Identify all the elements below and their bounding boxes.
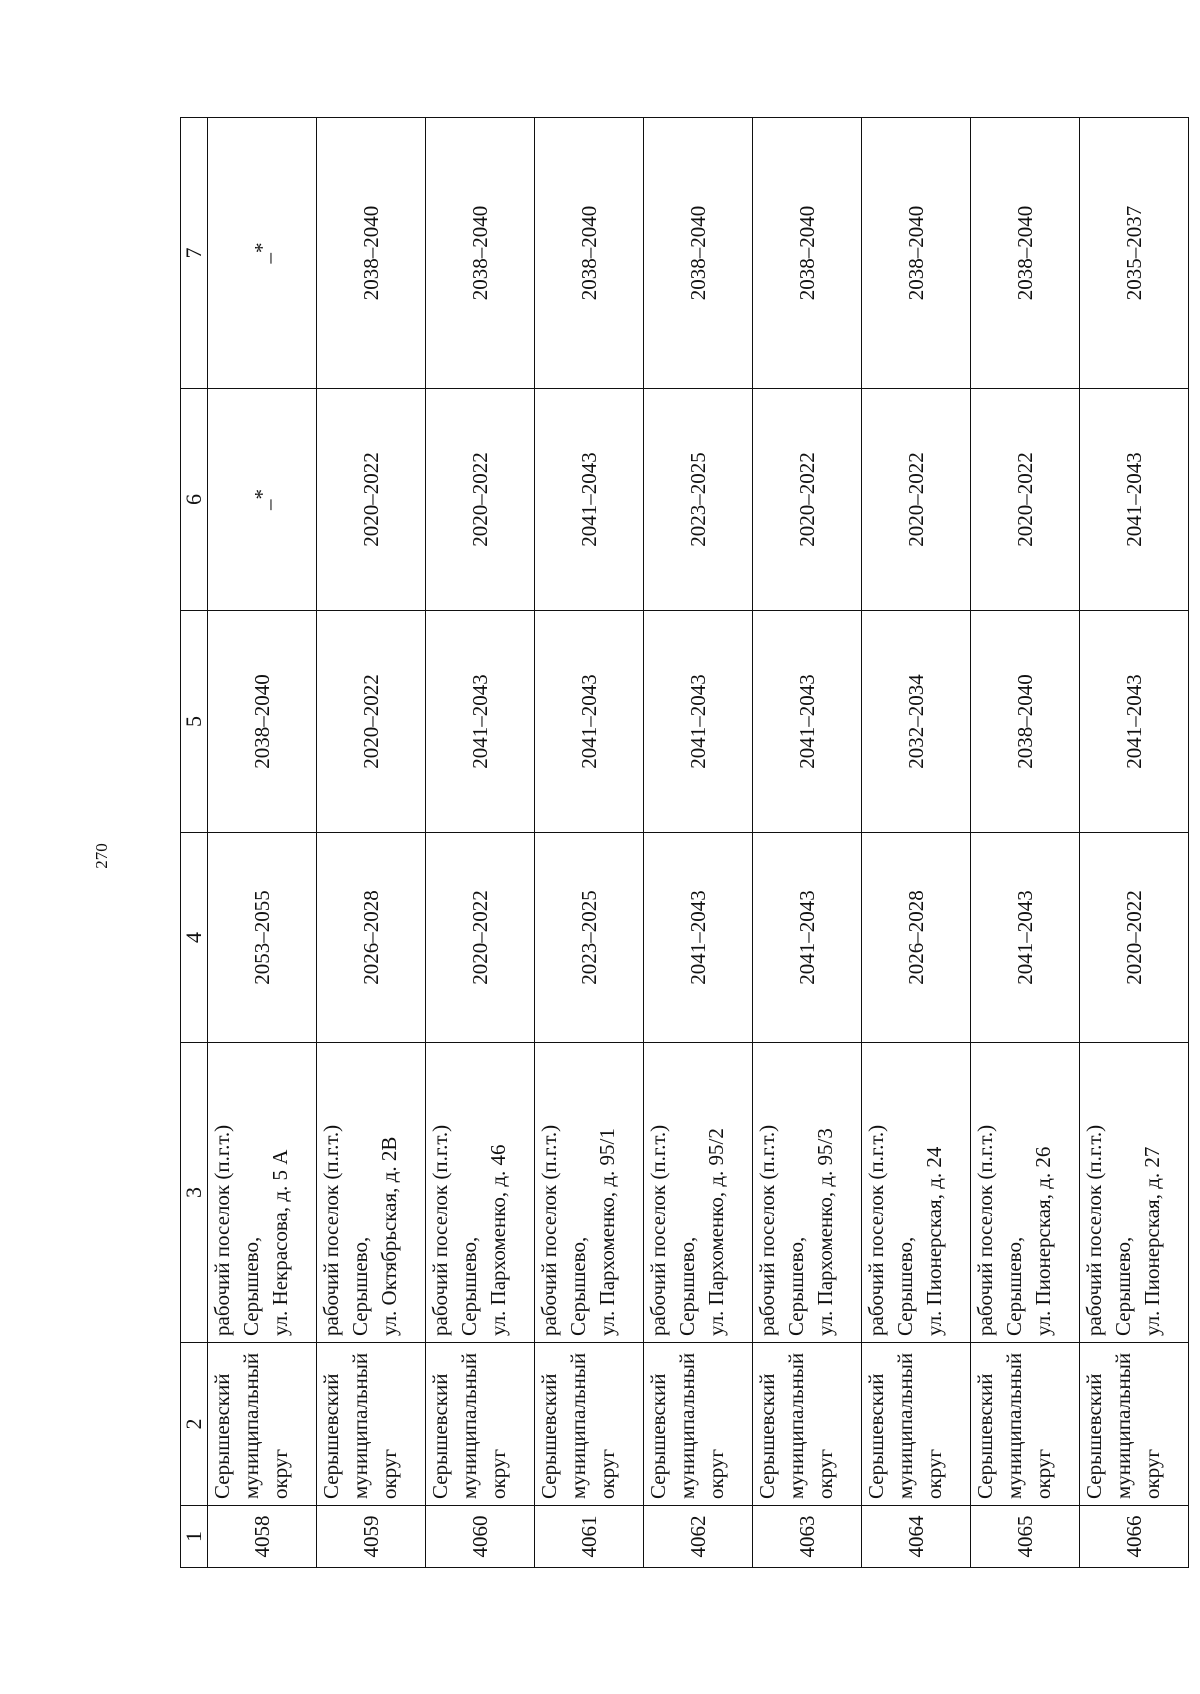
district-cell <box>753 1343 862 1506</box>
period-cell-c5: 2041–2043 <box>644 611 753 833</box>
column-header: 1 <box>181 1506 208 1568</box>
table-row <box>862 118 971 1568</box>
district-line: Серышевский <box>646 1373 670 1499</box>
address-line: ул. Пионерская, д. 26 <box>1031 1146 1055 1336</box>
table-row <box>208 118 317 1568</box>
period-cell-c7: 2035–2037 <box>1080 118 1189 389</box>
table-row <box>1080 118 1189 1568</box>
column-header: 4 <box>181 833 208 1043</box>
address-cell <box>208 1043 317 1343</box>
column-header: 7 <box>181 118 208 389</box>
table-row <box>317 118 426 1568</box>
district-line: Серышевский <box>973 1373 997 1499</box>
address-line: Серышево, <box>893 1236 917 1336</box>
period-cell-c5: 2032–2034 <box>862 611 971 833</box>
district-line: Серышевский <box>319 1373 343 1499</box>
column-header: 3 <box>181 1043 208 1343</box>
period-cell-c5: 2041–2043 <box>1080 611 1189 833</box>
address-line: Серышево, <box>348 1236 372 1336</box>
address-line: Серышево, <box>675 1236 699 1336</box>
district-line: муниципальный <box>457 1352 481 1499</box>
district-line: округ <box>595 1448 619 1499</box>
address-cell <box>971 1043 1080 1343</box>
table-row <box>753 118 862 1568</box>
address-line: ул. Пионерская, д. 24 <box>922 1146 946 1336</box>
district-line: Серышевский <box>537 1373 561 1499</box>
row-number-cell: 4066 <box>1080 1506 1189 1568</box>
period-cell-c6: 2041–2043 <box>1080 389 1189 611</box>
period-cell-c4: 2026–2028 <box>317 833 426 1043</box>
district-line: муниципальный <box>1111 1352 1135 1499</box>
period-cell-c5: 2038–2040 <box>208 611 317 833</box>
district-cell <box>644 1343 753 1506</box>
row-number-cell: 4061 <box>535 1506 644 1568</box>
address-line: рабочий поселок (п.г.т.) <box>973 1124 997 1336</box>
period-cell-c7: 2038–2040 <box>971 118 1080 389</box>
row-number-cell: 4060 <box>426 1506 535 1568</box>
district-line: округ <box>486 1448 510 1499</box>
district-line: округ <box>1140 1448 1164 1499</box>
period-cell-c4: 2041–2043 <box>644 833 753 1043</box>
period-cell-c6: 2020–2022 <box>862 389 971 611</box>
row-number-cell: 4062 <box>644 1506 753 1568</box>
address-line: рабочий поселок (п.г.т.) <box>537 1124 561 1336</box>
district-line: Серышевский <box>428 1373 452 1499</box>
district-line: Серышевский <box>210 1373 234 1499</box>
period-cell-c6: _* <box>208 389 317 611</box>
column-number-row <box>181 118 208 1568</box>
table-row <box>644 118 753 1568</box>
period-cell-c6: 2023–2025 <box>644 389 753 611</box>
table-body <box>208 118 1189 1568</box>
period-cell-c7: 2038–2040 <box>317 118 426 389</box>
district-cell <box>317 1343 426 1506</box>
district-line: муниципальный <box>893 1352 917 1499</box>
row-number-cell: 4065 <box>971 1506 1080 1568</box>
address-cell <box>1080 1043 1189 1343</box>
period-cell-c5: 2038–2040 <box>971 611 1080 833</box>
district-cell <box>535 1343 644 1506</box>
address-cell <box>317 1043 426 1343</box>
address-line: рабочий поселок (п.г.т.) <box>864 1124 888 1336</box>
row-number-cell: 4058 <box>208 1506 317 1568</box>
district-line: Серышевский <box>864 1373 888 1499</box>
address-line: Серышево, <box>566 1236 590 1336</box>
period-cell-c6: 2041–2043 <box>535 389 644 611</box>
table-row <box>535 118 644 1568</box>
row-number-cell: 4063 <box>753 1506 862 1568</box>
period-cell-c5: 2041–2043 <box>753 611 862 833</box>
district-cell <box>208 1343 317 1506</box>
address-cell <box>862 1043 971 1343</box>
period-cell-c7: 2038–2040 <box>535 118 644 389</box>
district-line: округ <box>1031 1448 1055 1499</box>
period-cell-c5: 2041–2043 <box>535 611 644 833</box>
address-cell <box>535 1043 644 1343</box>
address-line: Серышево, <box>457 1236 481 1336</box>
column-header: 5 <box>181 611 208 833</box>
address-line: Серышево, <box>1111 1236 1135 1336</box>
row-number-cell: 4064 <box>862 1506 971 1568</box>
period-cell-c5: 2020–2022 <box>317 611 426 833</box>
housing-registry-table <box>180 117 1189 1568</box>
address-line: рабочий поселок (п.г.т.) <box>755 1124 779 1336</box>
table-row <box>426 118 535 1568</box>
address-line: рабочий поселок (п.г.т.) <box>210 1124 234 1336</box>
period-cell-c4: 2023–2025 <box>535 833 644 1043</box>
rotated-table-sheet <box>180 118 1189 1568</box>
period-cell-c7: 2038–2040 <box>644 118 753 389</box>
table-row <box>971 118 1080 1568</box>
period-cell-c7: _* <box>208 118 317 389</box>
period-cell-c4: 2041–2043 <box>971 833 1080 1043</box>
address-cell <box>426 1043 535 1343</box>
district-line: муниципальный <box>784 1352 808 1499</box>
period-cell-c4: 2020–2022 <box>426 833 535 1043</box>
district-cell <box>862 1343 971 1506</box>
district-cell <box>971 1343 1080 1506</box>
district-cell <box>1080 1343 1189 1506</box>
district-line: округ <box>377 1448 401 1499</box>
period-cell-c4: 2020–2022 <box>1080 833 1189 1043</box>
address-line: ул. Пархоменко, д. 95/2 <box>704 1128 728 1336</box>
district-line: Серышевский <box>1082 1373 1106 1499</box>
period-cell-c5: 2041–2043 <box>426 611 535 833</box>
district-line: округ <box>813 1448 837 1499</box>
district-line: муниципальный <box>1002 1352 1026 1499</box>
period-cell-c4: 2026–2028 <box>862 833 971 1043</box>
period-cell-c6: 2020–2022 <box>971 389 1080 611</box>
page-number: 270 <box>92 843 111 869</box>
district-line: муниципальный <box>348 1352 372 1499</box>
period-cell-c7: 2038–2040 <box>753 118 862 389</box>
period-cell-c6: 2020–2022 <box>753 389 862 611</box>
period-cell-c6: 2020–2022 <box>426 389 535 611</box>
district-cell <box>426 1343 535 1506</box>
district-line: муниципальный <box>566 1352 590 1499</box>
period-cell-c7: 2038–2040 <box>862 118 971 389</box>
period-cell-c6: 2020–2022 <box>317 389 426 611</box>
address-line: ул. Пархоменко, д. 46 <box>486 1144 510 1336</box>
address-line: рабочий поселок (п.г.т.) <box>646 1124 670 1336</box>
district-line: Серышевский <box>755 1373 779 1499</box>
address-line: рабочий поселок (п.г.т.) <box>319 1124 343 1336</box>
address-line: ул. Октябрьская, д. 2В <box>377 1136 401 1336</box>
address-line: Серышево, <box>1002 1236 1026 1336</box>
district-line: муниципальный <box>239 1352 263 1499</box>
address-line: Серышево, <box>784 1236 808 1336</box>
district-line: округ <box>268 1448 292 1499</box>
address-line: рабочий поселок (п.г.т.) <box>428 1124 452 1336</box>
address-line: ул. Пархоменко, д. 95/1 <box>595 1128 619 1336</box>
period-cell-c4: 2053–2055 <box>208 833 317 1043</box>
address-line: ул. Пионерская, д. 27 <box>1140 1146 1164 1336</box>
address-line: ул. Некрасова, д. 5 А <box>268 1149 292 1336</box>
address-line: рабочий поселок (п.г.т.) <box>1082 1124 1106 1336</box>
address-line: Серышево, <box>239 1236 263 1336</box>
column-header: 2 <box>181 1343 208 1506</box>
address-cell <box>644 1043 753 1343</box>
address-cell <box>753 1043 862 1343</box>
period-cell-c4: 2041–2043 <box>753 833 862 1043</box>
column-header: 6 <box>181 389 208 611</box>
address-line: ул. Пархоменко, д. 95/3 <box>813 1128 837 1336</box>
district-line: округ <box>922 1448 946 1499</box>
district-line: округ <box>704 1448 728 1499</box>
row-number-cell: 4059 <box>317 1506 426 1568</box>
period-cell-c7: 2038–2040 <box>426 118 535 389</box>
district-line: муниципальный <box>675 1352 699 1499</box>
